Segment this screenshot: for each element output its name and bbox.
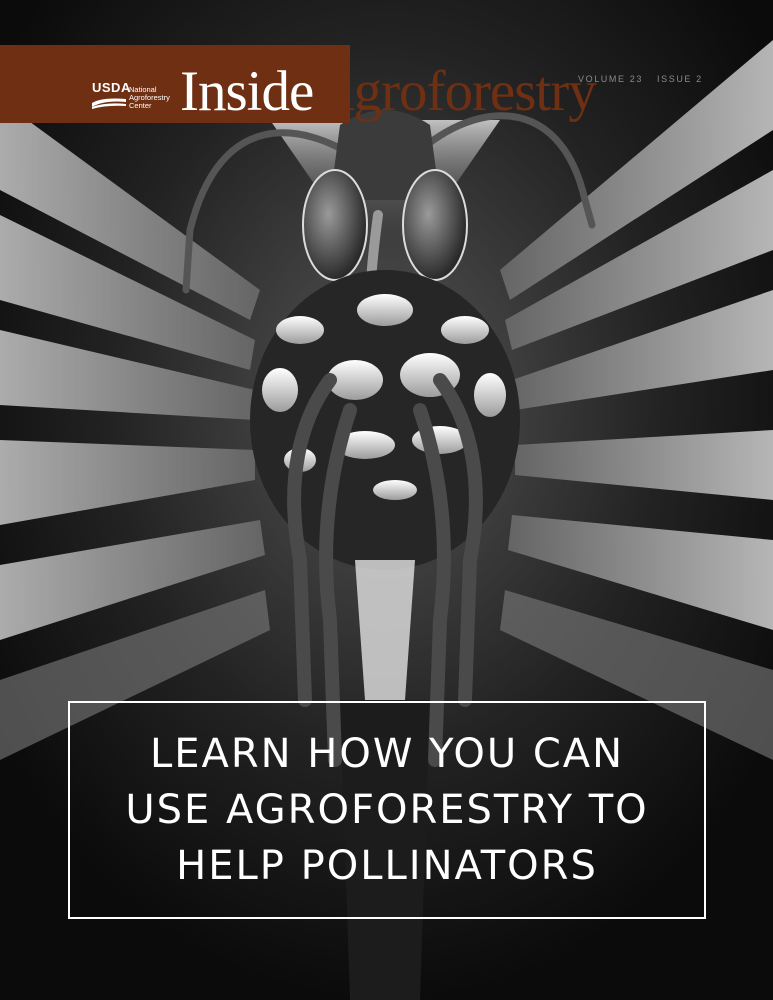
title-agroforestry: Agroforestry	[313, 60, 596, 123]
agency-center-line: Center	[129, 101, 152, 110]
agency-center-line: Agroforestry	[129, 93, 170, 102]
right-eye	[403, 170, 467, 280]
issue-label: ISSUE 2	[657, 74, 703, 84]
issue-info	[578, 74, 713, 84]
left-eye	[303, 170, 367, 280]
usda-logo	[92, 80, 184, 114]
abdomen	[355, 560, 415, 700]
headline-line: HELP POLLINATORS	[176, 843, 598, 889]
headline-line: USE AGROFORESTRY TO	[125, 787, 649, 833]
usda-swoosh-icon	[92, 95, 126, 109]
magazine-title	[180, 60, 596, 123]
cover-headline-box	[68, 701, 706, 919]
usda-logo-text: USDA	[92, 80, 131, 95]
agency-center-line: National	[129, 85, 157, 94]
volume-label: VOLUME 23	[578, 74, 643, 84]
headline-line: LEARN HOW YOU CAN	[149, 731, 625, 777]
title-inside: Inside	[180, 60, 314, 123]
